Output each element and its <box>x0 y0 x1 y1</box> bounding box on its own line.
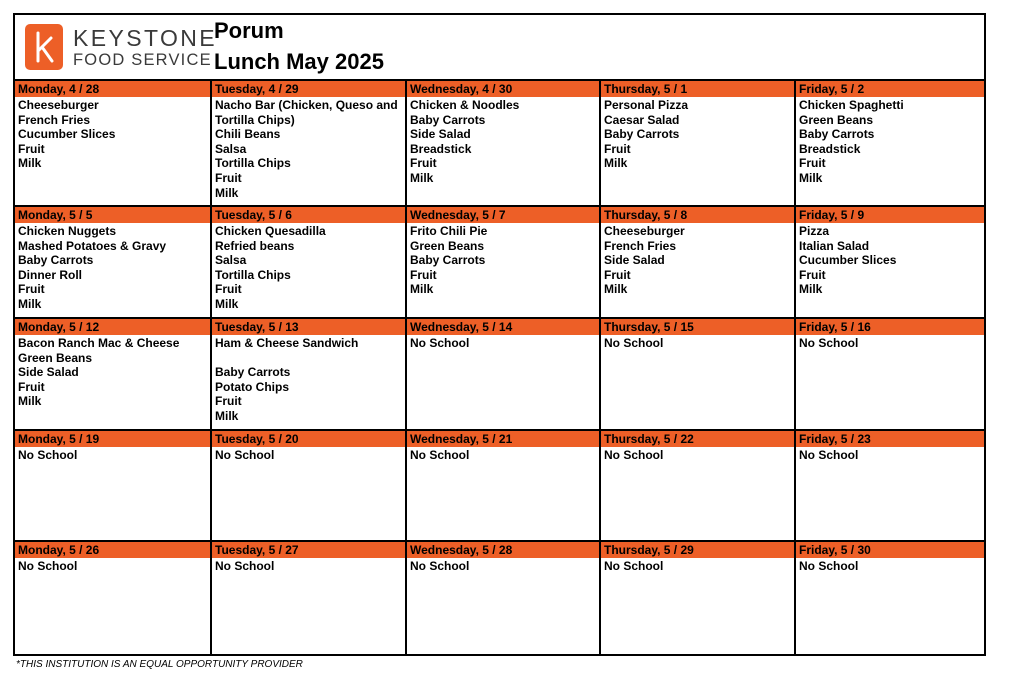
menu-item: Green Beans <box>18 350 93 365</box>
menu-items <box>212 223 405 312</box>
menu-item: No School <box>799 336 859 350</box>
day-cell <box>15 431 210 540</box>
day-cell <box>15 542 210 654</box>
day-header: Friday, 5 / 23 <box>796 431 984 447</box>
menu-item: Fruit <box>410 156 437 171</box>
menu-item: Refried beans <box>215 238 295 253</box>
menu-item: Fruit <box>604 267 631 282</box>
menu-item: Milk <box>604 156 628 171</box>
day-cell <box>210 81 405 205</box>
menu-items <box>796 558 984 574</box>
menu-item: Fruit <box>604 141 631 156</box>
day-cell <box>210 207 405 317</box>
menu-item: Milk <box>18 296 42 311</box>
menu-item: Fruit <box>799 267 826 282</box>
day-header: Monday, 5 / 5 <box>15 207 210 223</box>
day-header: Wednesday, 5 / 28 <box>407 542 599 558</box>
menu-item: Potato Chips <box>215 379 289 394</box>
day-header: Tuesday, 5 / 20 <box>212 431 405 447</box>
menu-items <box>212 97 405 200</box>
day-header: Thursday, 5 / 8 <box>601 207 794 223</box>
menu-item: Chicken Spaghetti <box>799 98 904 112</box>
menu-item: Ham & Cheese Sandwich <box>215 336 359 350</box>
day-header: Wednesday, 4 / 30 <box>407 81 599 97</box>
menu-item: Pizza <box>799 224 830 238</box>
week-row <box>15 207 984 317</box>
brand-name: KEYSTONE <box>73 25 218 51</box>
menu-item: Green Beans <box>799 112 874 127</box>
menu-item: Baby Carrots <box>604 127 680 142</box>
week-row <box>15 542 984 654</box>
menu-items <box>15 335 210 409</box>
menu-item: Milk <box>18 394 42 409</box>
menu-items <box>407 223 599 297</box>
day-header: Friday, 5 / 9 <box>796 207 984 223</box>
menu-item: Milk <box>215 408 239 423</box>
menu-items <box>601 335 794 351</box>
week-divider <box>15 317 984 319</box>
menu-item: Baby Carrots <box>799 127 875 142</box>
day-cell <box>210 431 405 540</box>
day-header: Monday, 5 / 12 <box>15 319 210 335</box>
menu-items <box>212 447 405 463</box>
menu-items <box>796 447 984 463</box>
day-header: Thursday, 5 / 29 <box>601 542 794 558</box>
day-cell <box>599 207 794 317</box>
menu-item: Side Salad <box>410 127 471 142</box>
menu-items <box>15 558 210 574</box>
menu-item: Breadstick <box>410 141 472 156</box>
day-header: Friday, 5 / 2 <box>796 81 984 97</box>
menu-item: No School <box>410 448 470 462</box>
menu-item: Milk <box>410 170 434 185</box>
day-header: Thursday, 5 / 1 <box>601 81 794 97</box>
menu-item: Chicken & Noodles <box>410 98 520 112</box>
day-cell <box>599 319 794 429</box>
menu-item: Cucumber Slices <box>18 127 116 142</box>
menu-item: Tortilla Chips <box>215 267 291 282</box>
day-cell <box>405 542 599 654</box>
menu-item: Fruit <box>18 141 45 156</box>
menu-item: Milk <box>410 282 434 297</box>
menu-item: Cheeseburger <box>18 98 99 112</box>
brand-subtitle: FOOD SERVICE <box>73 51 212 69</box>
menu-item: French Fries <box>604 238 677 253</box>
week-divider <box>15 205 984 207</box>
menu-items <box>407 558 599 574</box>
menu-items <box>601 97 794 171</box>
menu-item: No School <box>215 559 275 573</box>
menu-items <box>601 558 794 574</box>
menu-item: Baby Carrots <box>215 365 291 380</box>
menu-item: Mashed Potatoes & Gravy <box>18 238 167 253</box>
menu-item: Baby Carrots <box>410 253 486 268</box>
day-cell <box>15 319 210 429</box>
menu-item: Salsa <box>215 141 247 156</box>
menu-items <box>796 335 984 351</box>
menu-item: Fruit <box>215 170 242 185</box>
day-header: Monday, 5 / 26 <box>15 542 210 558</box>
menu-item: No School <box>410 559 470 573</box>
menu-calendar-grid <box>15 81 984 654</box>
menu-item: Nacho Bar (Chicken, Queso and Tortilla Chips) <box>215 98 402 127</box>
day-cell <box>15 81 210 205</box>
menu-item: Side Salad <box>604 253 665 268</box>
day-cell <box>599 81 794 205</box>
menu-item: No School <box>799 448 859 462</box>
menu-item: Caesar Salad <box>604 112 680 127</box>
menu-item: Italian Salad <box>799 238 870 253</box>
menu-items <box>212 335 405 424</box>
menu-item: Baby Carrots <box>18 253 94 268</box>
day-header: Tuesday, 5 / 6 <box>212 207 405 223</box>
menu-item: No School <box>215 448 275 462</box>
menu-item: Frito Chili Pie <box>410 224 488 238</box>
menu-item: No School <box>799 559 859 573</box>
day-cell <box>405 319 599 429</box>
menu-item: No School <box>410 336 470 350</box>
equal-opportunity-footer: *THIS INSTITUTION IS AN EQUAL OPPORTUNITY PROVIDER <box>16 659 303 670</box>
day-cell <box>405 431 599 540</box>
menu-items <box>601 447 794 463</box>
menu-item: Milk <box>18 156 42 171</box>
menu-header <box>15 15 984 81</box>
day-header: Friday, 5 / 16 <box>796 319 984 335</box>
day-cell <box>210 542 405 654</box>
week-row <box>15 431 984 540</box>
day-cell <box>210 319 405 429</box>
menu-item: Tortilla Chips <box>215 156 291 171</box>
day-header: Wednesday, 5 / 7 <box>407 207 599 223</box>
menu-title: Lunch May 2025 <box>214 49 384 74</box>
menu-items <box>796 223 984 297</box>
menu-item: Bacon Ranch Mac & Cheese <box>18 336 180 350</box>
keystone-logo <box>25 22 218 72</box>
day-cell <box>794 81 984 205</box>
menu-items <box>407 97 599 186</box>
day-cell <box>405 81 599 205</box>
menu-item: Fruit <box>410 267 437 282</box>
day-cell <box>794 207 984 317</box>
day-header: Wednesday, 5 / 14 <box>407 319 599 335</box>
menu-item: Salsa <box>215 253 247 268</box>
day-header: Friday, 5 / 30 <box>796 542 984 558</box>
menu-item: Milk <box>215 185 239 200</box>
menu-item: Fruit <box>18 379 45 394</box>
week-divider <box>15 429 984 431</box>
day-header: Tuesday, 5 / 13 <box>212 319 405 335</box>
day-header: Tuesday, 4 / 29 <box>212 81 405 97</box>
menu-item: Milk <box>799 282 823 297</box>
menu-item: Baby Carrots <box>410 112 486 127</box>
day-header: Monday, 4 / 28 <box>15 81 210 97</box>
day-cell <box>794 431 984 540</box>
menu-item: Chicken Nuggets <box>18 224 117 238</box>
menu-item: No School <box>604 336 664 350</box>
week-row <box>15 319 984 429</box>
menu-item: Cheeseburger <box>604 224 685 238</box>
menu-items <box>407 447 599 463</box>
day-cell <box>15 207 210 317</box>
menu-item: Milk <box>215 296 239 311</box>
menu-items <box>15 223 210 312</box>
menu-item: No School <box>604 559 664 573</box>
menu-items <box>407 335 599 351</box>
menu-item <box>215 351 405 366</box>
menu-item: Green Beans <box>410 238 485 253</box>
menu-item: Side Salad <box>18 365 79 380</box>
menu-item: French Fries <box>18 112 91 127</box>
menu-item: No School <box>18 559 78 573</box>
menu-item: Milk <box>604 282 628 297</box>
menu-item: Dinner Roll <box>18 267 83 282</box>
menu-items <box>601 223 794 297</box>
day-cell <box>794 319 984 429</box>
menu-item: No School <box>604 448 664 462</box>
menu-item: Milk <box>799 170 823 185</box>
day-header: Thursday, 5 / 22 <box>601 431 794 447</box>
menu-item: Breadstick <box>799 141 861 156</box>
keystone-k-icon <box>25 24 63 70</box>
school-name: Porum <box>214 18 284 43</box>
menu-item: Cucumber Slices <box>799 253 897 268</box>
menu-item: Fruit <box>215 282 242 297</box>
day-header: Wednesday, 5 / 21 <box>407 431 599 447</box>
day-cell <box>599 542 794 654</box>
day-header: Tuesday, 5 / 27 <box>212 542 405 558</box>
menu-items <box>15 447 210 463</box>
week-row <box>15 81 984 205</box>
menu-items <box>15 97 210 171</box>
day-header: Monday, 5 / 19 <box>15 431 210 447</box>
menu-sheet <box>13 13 986 656</box>
week-divider <box>15 540 984 542</box>
menu-item: No School <box>18 448 78 462</box>
menu-items <box>212 558 405 574</box>
menu-item: Fruit <box>18 282 45 297</box>
day-cell <box>599 431 794 540</box>
day-header: Thursday, 5 / 15 <box>601 319 794 335</box>
day-cell <box>794 542 984 654</box>
menu-item: Chili Beans <box>215 127 281 142</box>
menu-item: Fruit <box>799 156 826 171</box>
day-cell <box>405 207 599 317</box>
menu-item: Fruit <box>215 394 242 409</box>
menu-item: Chicken Quesadilla <box>215 224 326 238</box>
menu-items <box>796 97 984 186</box>
menu-item: Personal Pizza <box>604 98 689 112</box>
